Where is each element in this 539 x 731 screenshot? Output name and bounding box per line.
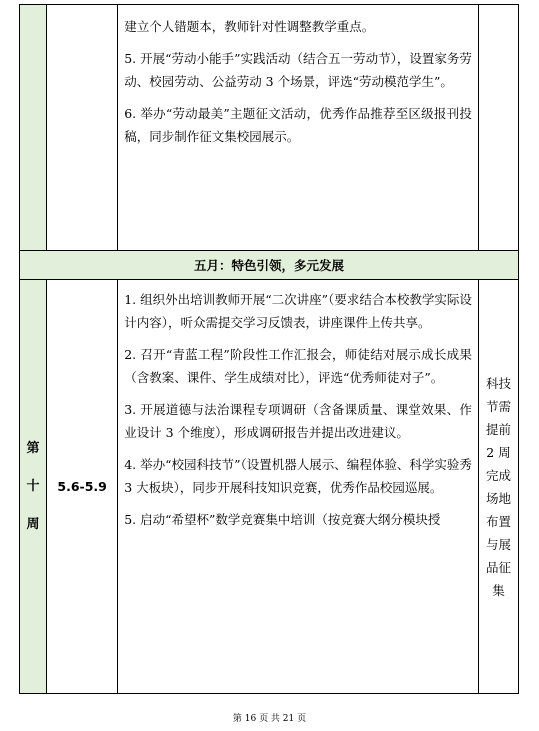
remark-line: 提前: [485, 421, 511, 437]
list-item: 建立个人错题本，教师针对性调整教学重点。: [124, 19, 375, 34]
remark-line: 集: [492, 582, 505, 598]
remark-line: 完成: [485, 467, 511, 483]
remark-line: 与展: [485, 536, 511, 552]
week-label: [20, 280, 47, 694]
list-item: 6. 举办“劳动最美”主题征文活动，优秀作品推荐至区级报刊投稿，同步制作征文集校园展示。: [124, 106, 472, 144]
remark-line: 场地: [485, 490, 511, 506]
week-char: 第: [26, 440, 40, 456]
week-cell: [20, 5, 47, 251]
week-char: 十: [26, 478, 40, 494]
list-item: 2. 召开“青蓝工程”阶段性工作汇报会，师徒结对展示成长成果（含教案、课件、学生成绩对比），评选“优秀师徒对子”。: [124, 347, 472, 385]
list-item: 5. 启动“希望杯”数学竞赛集中培训（按竞赛大纲分模块授: [124, 512, 441, 527]
content-cell: [118, 5, 479, 251]
schedule-table: [19, 4, 519, 694]
list-item: 1. 组织外出培训教师开展“二次讲座”（要求结合本校教学实际设计内容），听众需提交学习反馈表，讲座课件上传共享。: [124, 292, 472, 330]
remark-line: 布置: [485, 513, 511, 529]
content-cell: [118, 280, 479, 694]
remark-line: 2 周: [486, 444, 511, 460]
date-range: 5.6-5.9: [47, 280, 118, 694]
week-char: 周: [26, 516, 40, 532]
remark-line: 节需: [485, 398, 511, 414]
table-row: [20, 280, 519, 694]
list-item: 5. 开展“劳动小能手”实践活动（结合五一劳动节），设置家务劳动、校园劳动、公益劳动 3 个场景，评选“劳动模范学生”。: [124, 51, 472, 89]
remark-line: 品征: [485, 559, 511, 575]
section-title: 五月：特色引领，多元发展: [20, 251, 519, 280]
remark-line: 科技: [485, 375, 511, 391]
date-cell: [47, 5, 118, 251]
note-cell: [478, 5, 518, 251]
page-footer: 第 16 页 共 21 页: [232, 714, 307, 724]
section-header-row: [20, 251, 519, 280]
list-item: 3. 开展道德与法治课程专项调研（含备课质量、课堂效果、作业设计 3 个维度），形成调研报告并提出改进建议。: [124, 402, 472, 440]
remark-cell: [478, 280, 518, 694]
table-row: [20, 5, 519, 251]
list-item: 4. 举办“校园科技节”（设置机器人展示、编程体验、科学实验秀 3 大板块），同步开展科技知识竞赛，优秀作品校园巡展。: [124, 457, 472, 495]
